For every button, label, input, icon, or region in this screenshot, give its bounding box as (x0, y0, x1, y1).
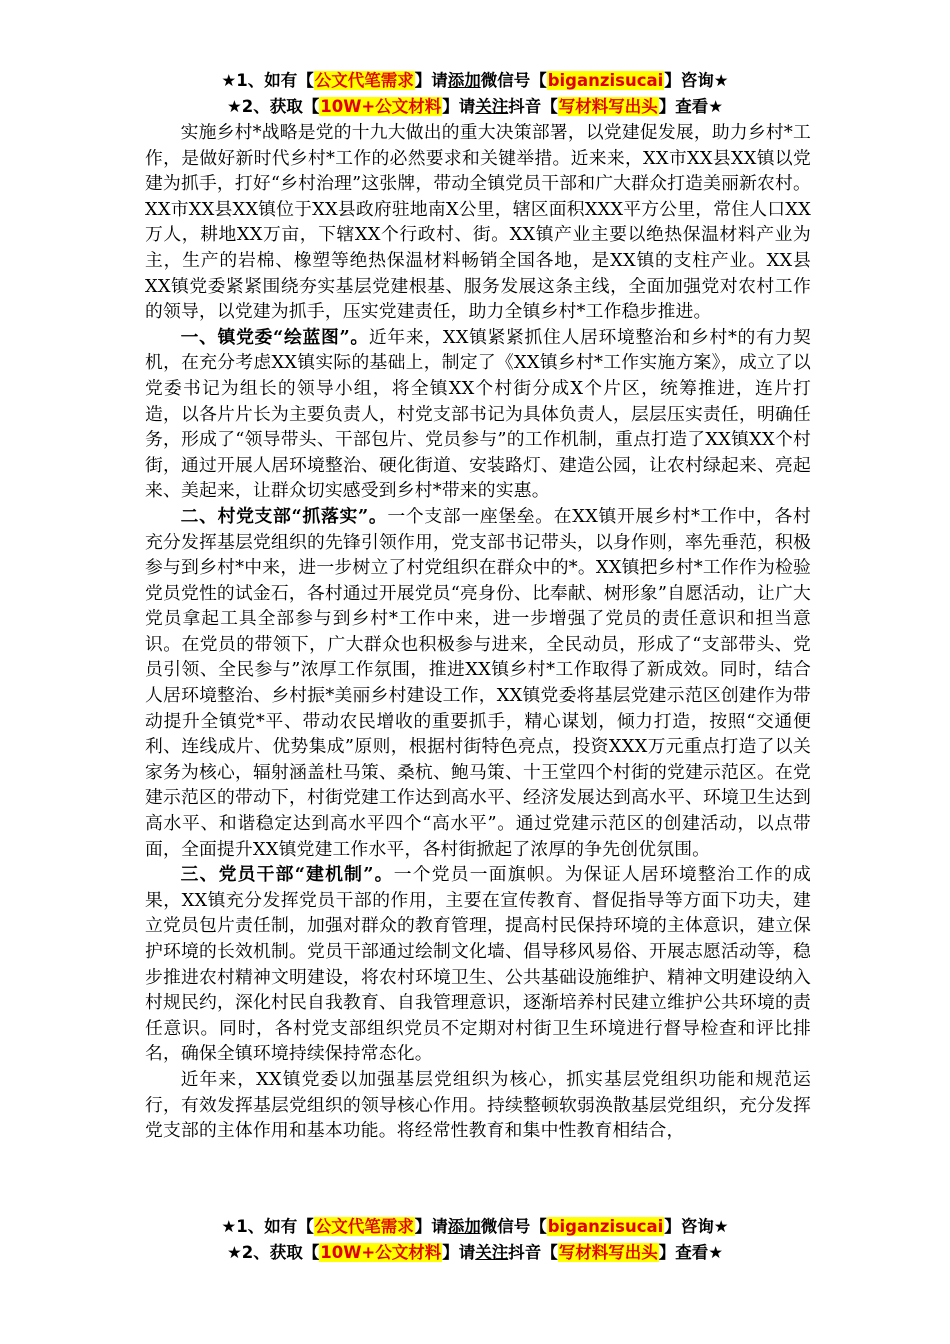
banner-text: 】请 (414, 1217, 448, 1236)
highlight-service: 公文代笔需求 (314, 1217, 414, 1236)
banner-text: 微信号【 (480, 71, 547, 90)
highlight-douyin-id: 写材料写出头 (558, 1243, 658, 1262)
paragraph-conclusion: 近年来，XX镇党委以加强基层党组织为核心，抓实基层党组织功能和规范运行，有效发挥基层党组织的领导核心作用。持续整顿软弱涣散基层党组织，充分发挥党支部的主体作用和基本功能。将经常性教育和集中性教育相结合， (145, 1068, 811, 1142)
banner-text: 】查看★ (658, 1243, 724, 1262)
banner-line-2 (0, 1240, 950, 1266)
footer-banner (0, 1214, 950, 1266)
highlight-wechat-id: biganzisucai (547, 71, 664, 90)
banner-text: 】查看★ (658, 97, 724, 116)
section-heading-3: 三、党员干部“建机制”。 (180, 864, 394, 886)
highlight-service: 公文代笔需求 (314, 71, 414, 90)
paragraph-section-1 (145, 325, 811, 504)
section-heading-1: 一、镇党委“绘蓝图”。 (180, 326, 369, 348)
section-text-2: 一个支部一座堡垒。在XX镇开展乡村*工作中，各村充分发挥基层党组织的先锋引领作用，党支部书记带头，以身作则，率先垂范，积极参与到乡村*中来，进一步树立了村党组织在群众中的*。XX镇把乡村*工作作为检验党员党性的试金石，各村通过开展党员“亮身份、比奉献、树形象”自愿活动，让广大党员拿起工具全部参与到乡村*工作中来，进一步增强了党员的责任意识和担当意识。在党员的带领下，广大群众也积极参与进来，全民动员，形成了“支部带头、党员引领、全民参与”浓厚工作氛围，推进XX镇乡村*工作取得了新成效。同时，结合人居环境整治、乡村振*美丽乡村建设工作，XX镇党委将基层党建示范区创建作为带动提升全镇党*平、带动农民增收的重要抓手，精心谋划，倾力打造，按照“交通便利、连线成片、优势集成”原则，根据村街特色亮点，投资XXX万元重点打造了以关家务为核心，辐射涵盖杜马策、桑杭、鲍马策、十王堂四个村街的党建示范区。在党建示范区的带动下，村街党建工作达到高水平、经济发展达到高水平、环境卫生达到高水平、和谐稳定达到高水平四个“高水平”。通过党建示范区的创建活动，以点带面，全面提升XX镇党建工作水平，各村街掀起了浓厚的争先创优氛围。 (145, 505, 811, 860)
banner-text: 抖音【 (508, 1243, 558, 1262)
document-body (145, 120, 811, 1144)
banner-text: 】咨询★ (664, 1217, 729, 1236)
banner-text: 1、如有【 (236, 1217, 314, 1236)
star-icon: ★ (221, 1217, 237, 1236)
banner-text: 】请 (442, 1243, 476, 1262)
paragraph-section-2 (145, 504, 811, 862)
banner-underlined: 关注 (475, 1243, 509, 1262)
star-icon: ★ (221, 71, 237, 90)
section-text-1: 近年来，XX镇紧紧抓住人居环境整治和乡村*的有力契机，在充分考虑XX镇实际的基础上，制定了《XX镇乡村*工作实施方案》，成立了以党委书记为组长的领导小组，将全镇XX个村街分成X个片区，统筹推进，连片打造，以各片片长为主要负责人，村党支部书记为具体负责人，层层压实责任，明确任务，形成了“领导带头、干部包片、党员参与”的工作机制，重点打造了XX镇XX个村街，通过开展人居环境整治、硬化街道、安装路灯、建造公园，让农村绿起来、亮起来、美起来，让群众切实感受到乡村*带来的实惠。 (145, 326, 811, 502)
banner-text: 抖音【 (508, 97, 558, 116)
section-text-3: 一个党员一面旗帜。为保证人居环境整治工作的成果，XX镇充分发挥党员干部的作用，主要在宣传教育、督促指导等方面下功夫，建立党员包片责任制，加强对群众的教育管理，提高村民保持环境的主体意识，建立保护环境的长效机制。党员干部通过绘制文化墙、倡导移风易俗、开展志愿活动等，稳步推进农村精神文明建设，将农村环境卫生、公共基础设施维护、精神文明建设纳入村规民约，深化村民自我教育、自我管理意识，逐渐培养村民建立维护公共环境的责任意识。同时，各村党支部组织党员不定期对村街卫生环境进行督导检查和评比排名，确保全镇环境持续保持常态化。 (145, 864, 812, 1065)
banner-underlined: 添加 (447, 1217, 481, 1236)
highlight-douyin-id: 写材料写出头 (558, 97, 658, 116)
banner-text: 2、获取【 (241, 1243, 320, 1262)
banner-line-1 (0, 68, 950, 94)
paragraph-intro: 实施乡村*战略是党的十九大做出的重大决策部署，以党建促发展，助力乡村*工作，是做好新时代乡村*工作的必然要求和关键举措。近来来，XX市XX县XX镇以党建为抓手，打好“乡村治理”这张牌，带动全镇党员干部和广大群众打造美丽新农村。XX市XX县XX镇位于XX县政府驻地南X公里，辖区面积XXX平方公里，常住人口XX万人，耕地XX万亩，下辖XX个行政村、街。XX镇产业主要以绝热保温材料产业为主，生产的岩棉、橡塑等绝热保温材料畅销全国各地，是XX镇的支柱产业。XX县XX镇党委紧紧围绕夯实基层党建根基、服务发展这条主线，全面加强党对农村工作的领导，以党建为抓手，压实党建责任，助力全镇乡村*工作稳步推进。 (145, 122, 811, 323)
section-heading-2: 二、村党支部“抓落实”。 (180, 505, 388, 527)
banner-text: 】咨询★ (664, 71, 729, 90)
highlight-wechat-id: biganzisucai (547, 1217, 664, 1236)
banner-underlined: 关注 (475, 97, 509, 116)
star-icon: ★ (226, 97, 242, 116)
header-banner (0, 68, 950, 120)
paragraph-section-3 (145, 862, 811, 1067)
highlight-materials: 10W+公文材料 (320, 1243, 442, 1262)
banner-line-1 (0, 1214, 950, 1240)
banner-text: 】请 (414, 71, 448, 90)
banner-text: 微信号【 (480, 1217, 547, 1236)
banner-underlined: 添加 (447, 71, 481, 90)
banner-text: 】请 (442, 97, 476, 116)
banner-line-2 (0, 94, 950, 120)
banner-text: 1、如有【 (236, 71, 314, 90)
highlight-materials: 10W+公文材料 (320, 97, 442, 116)
banner-text: 2、获取【 (241, 97, 320, 116)
star-icon: ★ (226, 1243, 242, 1262)
